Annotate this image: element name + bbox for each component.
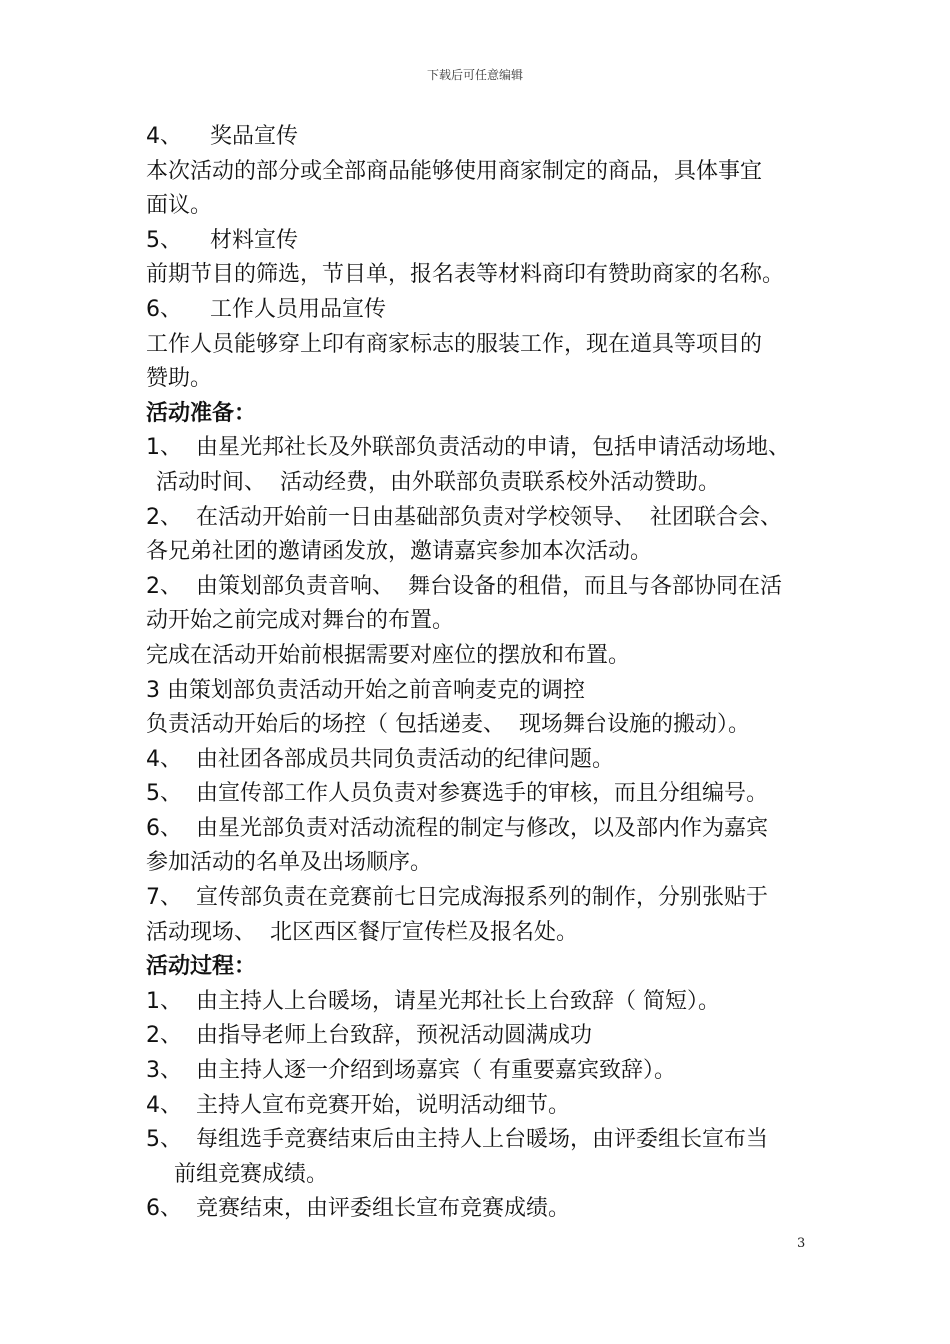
list-item-continuation: 活动现场、 北区西区餐厅宣传栏及报名处。 [146, 919, 578, 945]
list-item: 2、 由指导老师上台致辞，预祝活动圆满成功 [146, 1023, 592, 1049]
paragraph-line: 面议。 [146, 193, 213, 219]
paragraph-line: 工作人员能够穿上印有商家标志的服装工作，现在道具等项目的 [146, 331, 763, 357]
list-item: 1、 由星光邦社长及外联部负责活动的申请，包括申请活动场地、 [146, 435, 790, 461]
paragraph-line: 负责活动开始后的场控（ 包括递麦、 现场舞台设施的搬动）。 [146, 712, 750, 738]
list-item: 5、 每组选手竞赛结束后由主持人上台暖场，由评委组长宣布当 [146, 1127, 768, 1153]
list-item: 7、 宣传部负责在竞赛前七日完成海报系列的制作，分别张贴于 [146, 885, 768, 911]
paragraph-line: 赞助。 [146, 366, 213, 392]
list-item-continuation: 前组竞赛成绩。 [174, 1161, 329, 1187]
list-item-continuation: 各兄弟社团的邀请函发放，邀请嘉宾参加本次活动。 [146, 539, 653, 565]
list-item: 2、 在活动开始前一日由基础部负责对学校领导、 社团联合会、 [146, 504, 782, 530]
list-item: 6、 由星光部负责对活动流程的制定与修改，以及部内作为嘉宾 [146, 815, 768, 841]
list-item-continuation: 参加活动的名单及出场顺序。 [146, 850, 433, 876]
section-heading-preparation: 活动准备： [146, 400, 257, 426]
list-item: 4、 主持人宣布竞赛开始，说明活动细节。 [146, 1092, 570, 1118]
paragraph-line: 完成在活动开始前根据需要对座位的摆放和布置。 [146, 642, 631, 668]
list-item: 5、 由宣传部工作人员负责对参赛选手的审核，而且分组编号。 [146, 781, 768, 807]
page-number: 3 [797, 1236, 806, 1251]
heading-staff-items-promotion: 6、 工作人员用品宣传 [146, 296, 386, 322]
document-body [146, 120, 814, 1227]
list-item: 4、 由社团各部成员共同负责活动的纪律问题。 [146, 746, 614, 772]
page-header: 下载后可任意编辑 [426, 68, 523, 82]
list-item: 3 由策划部负责活动开始之前音响麦克的调控 [146, 677, 585, 703]
list-item-continuation: 活动时间、 活动经费，由外联部负责联系校外活动赞助。 [156, 469, 720, 495]
section-heading-process: 活动过程： [146, 954, 257, 980]
paragraph-line: 本次活动的部分或全部商品能够使用商家制定的商品，具体事宜 [146, 158, 763, 184]
list-item: 1、 由主持人上台暖场，请星光邦社长上台致辞（ 简短）。 [146, 988, 720, 1014]
heading-prize-promotion: 4、 奖品宣传 [146, 124, 298, 149]
list-item-continuation: 动开始之前完成对舞台的布置。 [146, 608, 455, 634]
list-item: 2、 由策划部负责音响、 舞台设备的租借，而且与各部协同在活 [146, 573, 782, 599]
list-item: 6、 竞赛结束，由评委组长宣布竞赛成绩。 [146, 1196, 570, 1222]
paragraph-line: 前期节目的筛选，节目单，报名表等材料商印有赞助商家的名称。 [146, 262, 785, 288]
heading-material-promotion: 5、 材料宣传 [146, 227, 298, 253]
list-item: 3、 由主持人逐一介绍到场嘉宾（ 有重要嘉宾致辞）。 [146, 1058, 676, 1084]
